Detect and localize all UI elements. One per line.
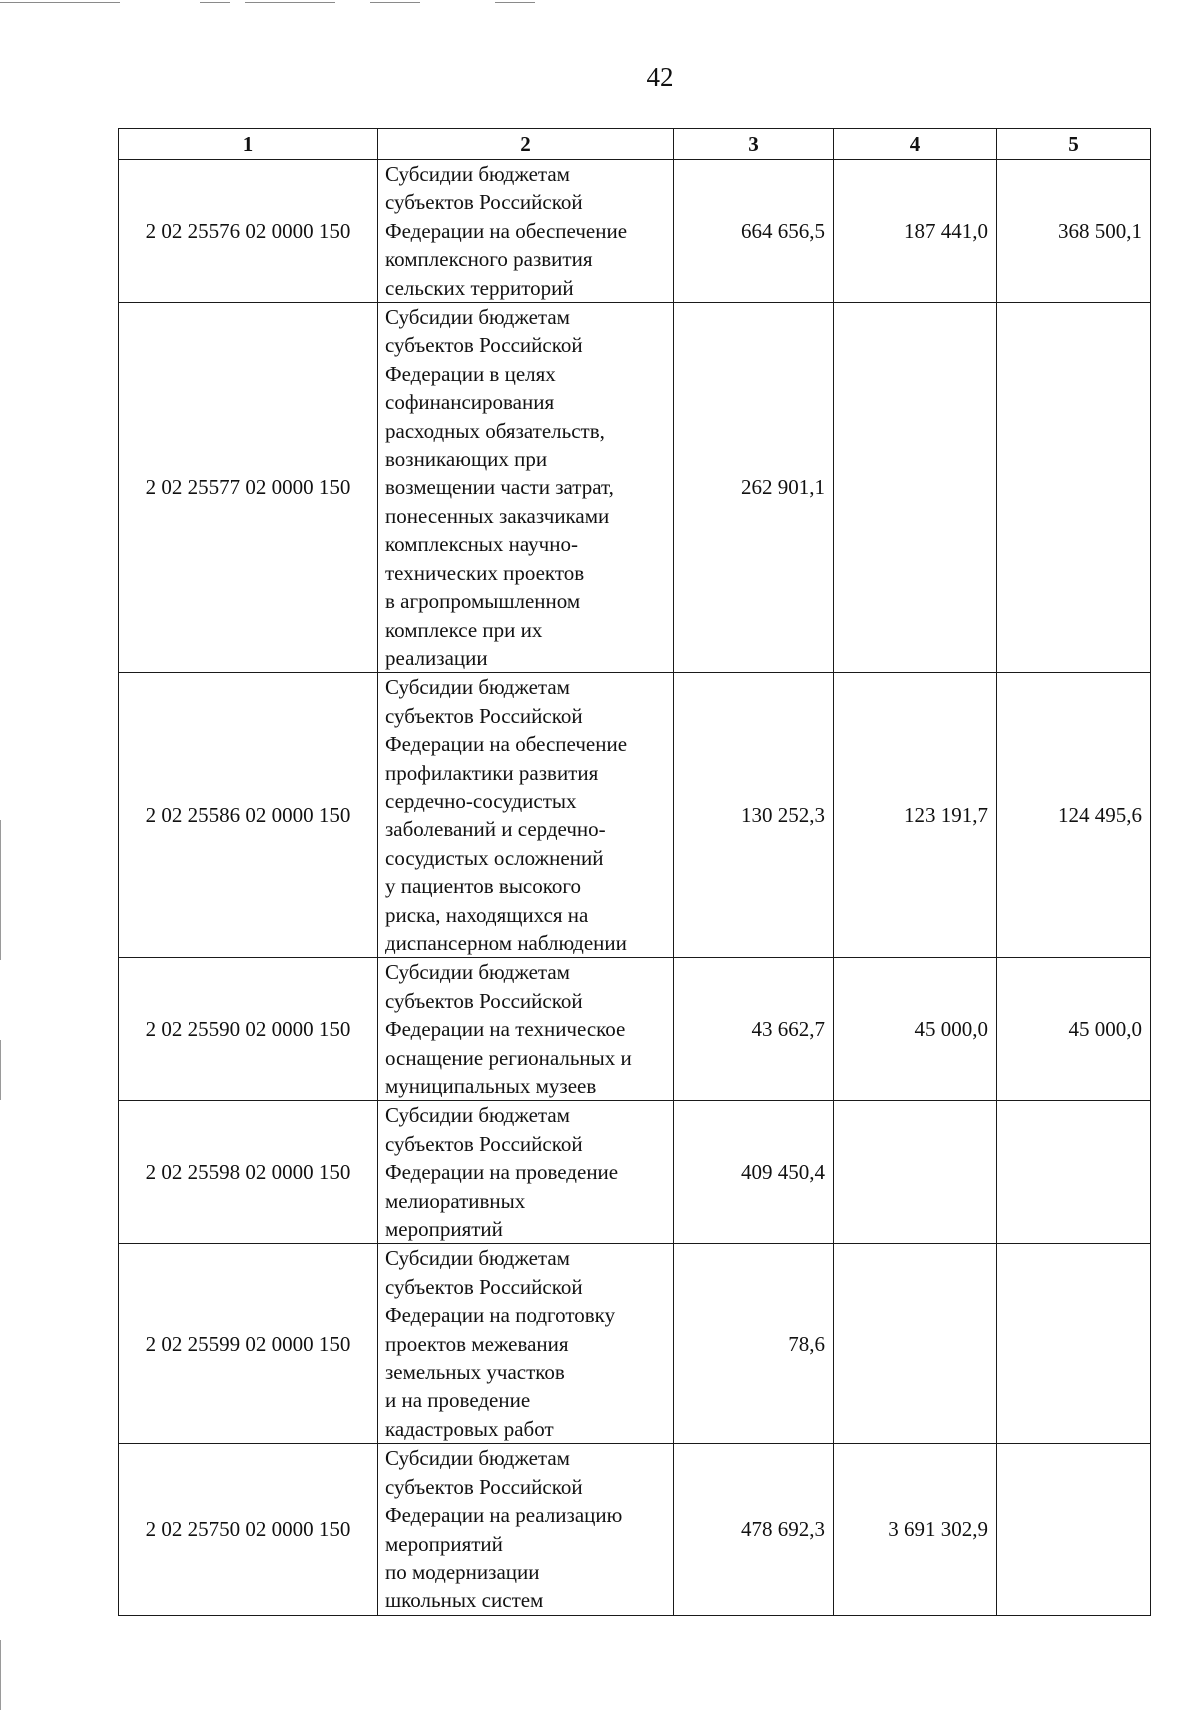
amount-col4-cell <box>834 1101 997 1244</box>
column-header: 1 <box>119 129 378 160</box>
scan-artifact-left <box>0 820 1 960</box>
table-row <box>119 673 1151 958</box>
table-row <box>119 958 1151 1101</box>
table-row <box>119 303 1151 673</box>
budget-code-cell: 2 02 25598 02 0000 150 <box>119 1101 378 1244</box>
description-cell: Субсидии бюджетам субъектов Российской Федерации на техническое оснащение региональных и муниципальных музеев <box>378 958 674 1101</box>
scan-artifact-top <box>495 2 535 3</box>
scan-artifact-top <box>200 2 230 3</box>
amount-col5-cell <box>997 1244 1151 1444</box>
scan-artifact-top <box>245 2 335 3</box>
column-header: 3 <box>674 129 834 160</box>
amount-col5-cell <box>997 303 1151 673</box>
amount-col3-cell: 478 692,3 <box>674 1444 834 1615</box>
budget-code-cell: 2 02 25599 02 0000 150 <box>119 1244 378 1444</box>
description-cell: Субсидии бюджетам субъектов Российской Федерации в целях софинансирования расходных обязательств, возникающих при возмещении части затрат, понесенных заказчиками комплексных научно- технических проектов в агропромышленном комплексе при их реализации <box>378 303 674 673</box>
table-row <box>119 1244 1151 1444</box>
description-cell: Субсидии бюджетам субъектов Российской Федерации на обеспечение комплексного развития сельских территорий <box>378 160 674 303</box>
amount-col5-cell <box>997 1101 1151 1244</box>
table-row <box>119 1444 1151 1615</box>
amount-col4-cell: 187 441,0 <box>834 160 997 303</box>
amount-col3-cell: 409 450,4 <box>674 1101 834 1244</box>
budget-code-cell: 2 02 25586 02 0000 150 <box>119 673 378 958</box>
amount-col3-cell: 78,6 <box>674 1244 834 1444</box>
column-header: 2 <box>378 129 674 160</box>
amount-col3-cell: 130 252,3 <box>674 673 834 958</box>
column-header: 4 <box>834 129 997 160</box>
table-header-row <box>119 129 1151 160</box>
column-header: 5 <box>997 129 1151 160</box>
amount-col5-cell: 45 000,0 <box>997 958 1151 1101</box>
description-cell: Субсидии бюджетам субъектов Российской Федерации на реализацию мероприятий по модернизации школьных систем <box>378 1444 674 1615</box>
amount-col4-cell: 45 000,0 <box>834 958 997 1101</box>
scan-artifact-top <box>0 2 120 3</box>
budget-code-cell: 2 02 25576 02 0000 150 <box>119 160 378 303</box>
description-cell: Субсидии бюджетам субъектов Российской Федерации на проведение мелиоративных мероприятий <box>378 1101 674 1244</box>
amount-col4-cell: 123 191,7 <box>834 673 997 958</box>
amount-col4-cell <box>834 303 997 673</box>
description-cell: Субсидии бюджетам субъектов Российской Федерации на подготовку проектов межевания земельных участков и на проведение кадастровых работ <box>378 1244 674 1444</box>
budget-code-cell: 2 02 25577 02 0000 150 <box>119 303 378 673</box>
budget-code-cell: 2 02 25590 02 0000 150 <box>119 958 378 1101</box>
description-cell: Субсидии бюджетам субъектов Российской Федерации на обеспечение профилактики развития сердечно-сосудистых заболеваний и сердечно- сосудистых осложнений у пациентов высокого риска, находящихся на диспансерном наблюдении <box>378 673 674 958</box>
table-row <box>119 160 1151 303</box>
amount-col5-cell <box>997 1444 1151 1615</box>
amount-col3-cell: 262 901,1 <box>674 303 834 673</box>
scan-artifact-left <box>0 1040 1 1100</box>
page-number: 42 <box>646 62 674 92</box>
budget-code-cell: 2 02 25750 02 0000 150 <box>119 1444 378 1615</box>
amount-col5-cell: 368 500,1 <box>997 160 1151 303</box>
budget-table <box>118 128 1151 1616</box>
amount-col4-cell <box>834 1244 997 1444</box>
amount-col3-cell: 43 662,7 <box>674 958 834 1101</box>
scan-artifact-left <box>0 1640 1 1710</box>
table-row <box>119 1101 1151 1244</box>
scan-artifact-top <box>370 2 420 3</box>
amount-col4-cell: 3 691 302,9 <box>834 1444 997 1615</box>
amount-col5-cell: 124 495,6 <box>997 673 1151 958</box>
amount-col3-cell: 664 656,5 <box>674 160 834 303</box>
